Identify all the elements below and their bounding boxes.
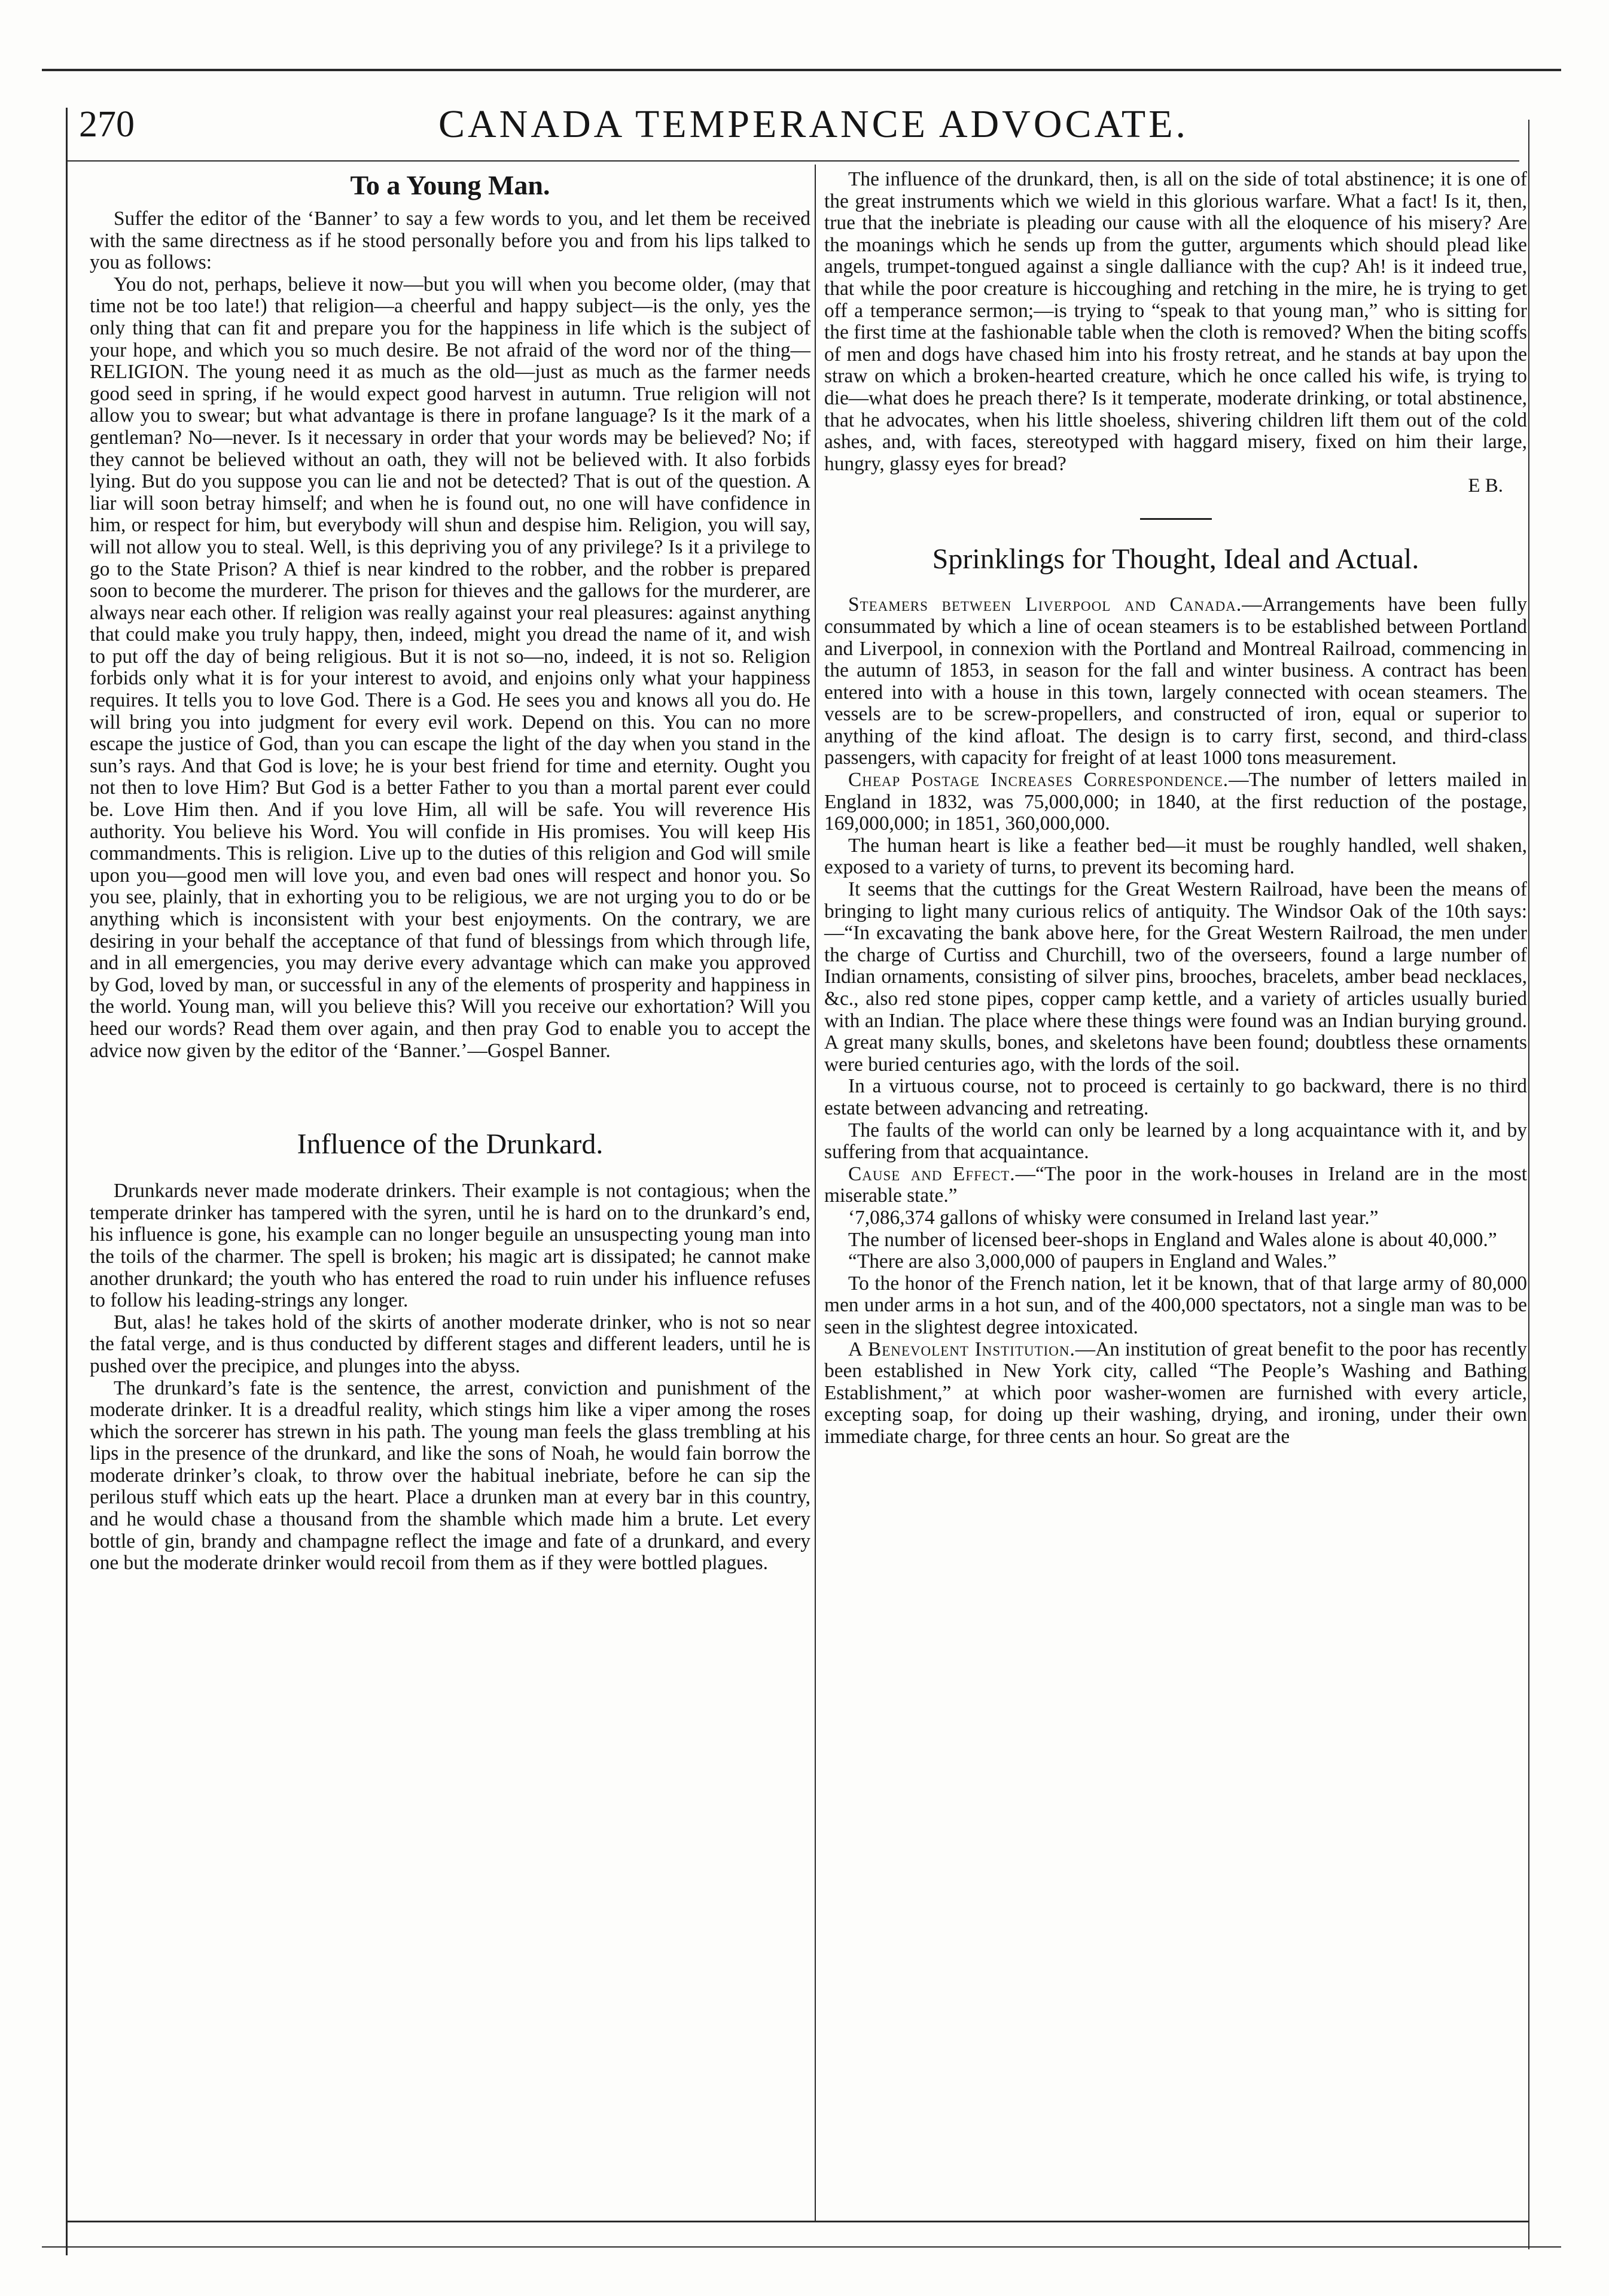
faults-paragraph: The faults of the world can only be learned by a long acquaintance with it, and by suffering from that acquaintance. (824, 1119, 1527, 1164)
page-number: 270 (79, 104, 135, 145)
top-border-rule (42, 69, 1561, 71)
right-border-rule (1528, 120, 1529, 2249)
article-title-drunkard: Influence of the Drunkard. (297, 1128, 604, 1161)
cause-lead: Cause and Effect. (848, 1162, 1016, 1185)
publication-title: CANADA TEMPERANCE ADVOCATE. (438, 102, 1189, 146)
railroad-paragraph: It seems that the cuttings for the Great Western Railroad, have been the means of bringing to light many curious relics of antiquity. The Windsor Oak of the 10th says:—“In excavating the bank above here, for the Great Western Railroad, the men under the charge of Curtiss and Churchill, two of the overseers, found a large number of Indian ornaments, consisting of silver pins, brooches, bracelets, amber bead necklaces, &c., also red stone pipes, copper camp kettle, and a variety of articles usually buried with an Indian. The place where these things were found was an Indian burying ground. A great many skulls, bones, and skeletons have been found; doubtless these ornaments were buried centuries ago, with the lords of the soil. (824, 878, 1527, 1076)
beershops-paragraph: The number of licensed beer-shops in England and Wales alone is about 40,000.” (848, 1228, 1497, 1251)
postage-paragraph (824, 769, 1527, 835)
young-man-paragraph-2: You do not, perhaps, believe it now—but you will when you become older, (may that time not be too late!) that religion—a cheerful and happy subject—is the only, yes the only thing that can fit and prepare you for the happiness in life which is the subject of your hope, and which you so much desire. Be not afraid of the word nor of the thing—RELIGION. The young need it as much as the old—just as much as the farmer needs good seed in spring, if he would expect good harvest in autumn. True religion will not allow you to swear; but what advantage is there in profane language? Is it the mark of a gentleman? No—never. Is it necessary in order that your words may be believed? No; if they cannot be believed without an oath, they will not be believed with. It also forbids lying. But do you suppose you can lie and not be detected? That is out of the question. A liar will soon betray himself; and when he is found out, no one will have confidence in him, or respect for him, but everybody will shun and despise him. Religion, you will say, will not allow you to steal. Well, is this depriving you of any privilege? Is it a privilege to go to the State Prison? A thief is near kindred to the robber, and the robber is prepared soon to become the murderer. The prison for thieves and the gallows for the murderer, are always near each other. If religion was really against your real pleasures: against anything that could make you truly happy, then, indeed, might you dread the name of it, and wish to put off the day of being religious. But it is not so—no, indeed, it is not so. Religion forbids only what it is for your interest to avoid, and enjoins only what your happiness requires. It tells you to love God. There is a God. He sees you and knows all you do. He will bring you into judgment for every evil work. Depend on this. You can no more escape the justice of God, than you can escape the light of the day when you stand in the sun’s rays. And that God is love; he is your best friend for time and eternity. Ought you not then to love Him? But God is a better Father to you than a mortal parent ever could be. Love Him then. And if you love Him, all will be safe. You will reverence His authority. You believe his Word. You will confide in His promises. You will keep His commandments. This is religion. Live up to the duties of this religion and God will smile upon you—good men will love you, and even bad ones will respect and honor you. So you see, plainly, that in exhorting you to be religious, we are not urging you to do or be anything which is inconsistent with your best enjoyments. On the contrary, we are desiring in your behalf the acceptance of that fund of blessings from which through life, and in all emergencies, you may derive every advantage which can make you approved by God, loved by man, or successful in any of the elements of prosperity and happiness in the world. Young man, will you believe this? Will you receive our exhortation? Will you heed our words? Read them over again, and then pray God to enable you to accept the advice now given by the editor of the ‘Banner.’—Gospel Banner. (90, 273, 810, 1062)
column-separator-rule (815, 165, 816, 2222)
section-divider (1140, 518, 1212, 520)
benevolent-paragraph (824, 1339, 1527, 1448)
drunkard-paragraph-3: The drunkard’s fate is the sentence, the arrest, conviction and punishment of the moderate drinker. It is a dreadful reality, which stings him like a viper among the roses which the sorcerer has strewn in his path. The young man feels the glass trembling at his lips in the presence of the drunkard, and like the sons of Noah, he would fain borrow the moderate drinker’s cloak, to throw over the habitual inebriate, before he can sip the perilous stuff which eats up the heart. Place a drunken man at every bar in this country, and he would chase a thousand from the shamble which made him a brute. Let every bottle of gin, brandy and champagne reflect the image and fate of a drunkard, and every one but the moderate drinker would recoil from them as if they were bottled plagues. (90, 1377, 810, 1575)
heart-paragraph: The human heart is like a feather bed—it must be roughly handled, well shaken, exposed to a variety of turns, to prevent its becoming hard. (824, 834, 1527, 879)
paupers-paragraph: “There are also 3,000,000 of paupers in England and Wales.” (848, 1250, 1337, 1273)
bottom-border-rule (66, 2221, 1528, 2222)
bottom-outer-rule (42, 2246, 1561, 2248)
drunkard-paragraph-4: The influence of the drunkard, then, is all on the side of total abstinence; it is one of the great instruments which we wield in this glorious warfare. What a fact! Is it, then, true that the inebriate is pleading our cause with all the eloquence of his misery? Are the moanings which he sends up from the gutter, arguments which should plead like angels, trumpet-tongued against a single dalliance with the cup? Ah! is it indeed true, that while the poor creature is hiccoughing and retching in the mire, he is trying to get off a temperance sermon;—is trying to “speak to that young man,” who is sitting for the first time at the fashionable table when the cloth is removed? When the biting scoffs of men and dogs have chased him into his frosty retreat, and he stands at bay upon the straw on which a broken-hearted creature, which he once called his wife, is trying to die—what does he preach there? Is it temperate, moderate drinking, or total abstinence, that he advocates, when his little shoeless, shivering children lift them out of the cold ashes, and, with faces, stereotyped with haggard misery, fixed on him their large, hungry, glassy eyes for bread? (824, 168, 1527, 475)
young-man-paragraph-1: Suffer the editor of the ‘Banner’ to say a few words to you, and let them be received with the same directness as if he stood personally before you and from his lips talked to you as follows: (90, 208, 810, 274)
french-paragraph: To the honor of the French nation, let it be known, that of that large army of 80,000 men under arms in a hot sun, and of the 400,000 spectators, not a single man was to be seen in the slightest degree intoxicated. (824, 1272, 1527, 1338)
virtuous-paragraph: In a virtuous course, not to proceed is certainly to go backward, there is no third estate between advancing and retreating. (824, 1075, 1527, 1119)
article-title-young-man: To a Young Man. (350, 170, 550, 200)
drunkard-paragraph-1: Drunkards never made moderate drinkers. Their example is not contagious; when the temperate drinker has tampered with the syren, until he is hard on to the drunkard’s end, his influence is gone, his example can no longer beguile an unsuspecting young man into the toils of the charmer. The spell is broken; his magic art is dissipated; he cannot make another drunkard; the youth who has entered the road to ruin under his influence refuses to follow his leading-strings any longer. (90, 1180, 810, 1312)
steamers-text: —Arrangements have been fully consummated by which a line of ocean steamers is to be established between Portland and Liverpool, in connexion with the Portland and Montreal Railroad, commencing in the autumn of 1853, in season for the fall and winter business. A contract has been entered into with a house in this town, largely connected with ocean steamers. The vessels are to be screw-propellers, and constructed of iron, equal or superior to anything of the kind afloat. The design is to carry first, second, and third-class passengers, with capacity for freight of at least 1000 tons measurement. (824, 593, 1527, 769)
cause-paragraph (824, 1164, 1527, 1207)
left-column (90, 169, 810, 1575)
postage-text: —The number of letters mailed in England in 1832, was 75,000,000; in 1840, at the first reduction of the postage, 169,000,000; in 1851, 360,000,000. (824, 769, 1527, 835)
steamers-lead: Steamers between Liverpool and Canada. (848, 593, 1242, 616)
header-rule (66, 160, 1519, 162)
article-title-sprinklings: Sprinklings for Thought, Ideal and Actual. (932, 543, 1419, 575)
whisky-paragraph: ‘7,086,374 gallons of whisky were consumed in Ireland last year.” (848, 1206, 1379, 1229)
drunkard-paragraph-2: But, alas! he takes hold of the skirts of another moderate drinker, who is not so near the fatal verge, and is thus conducted by different stages and different leaders, until he is pushed over the precipice, and plunges into the abyss. (90, 1311, 810, 1377)
left-border-rule (66, 108, 68, 2255)
postage-lead: Cheap Postage Increases Correspondence. (848, 769, 1229, 791)
steamers-paragraph (824, 594, 1527, 769)
cause-text: —“The poor in the work-houses in Ireland are in the most miserable state.” (824, 1162, 1527, 1207)
benevolent-lead: A Benevolent Institution. (848, 1338, 1075, 1360)
benevolent-text: —An institution of great benefit to the poor has recently been established in New York city, called “The People’s Washing and Bathing Establishment,” at which poor washer-women are furnished with every article, excepting soap, for doing up their washing, drying, and ironing, under their own immediate charge, for three cents an hour. So great are the (824, 1338, 1527, 1448)
right-column (824, 169, 1527, 1448)
drunkard-signature: E B. (1468, 475, 1503, 497)
